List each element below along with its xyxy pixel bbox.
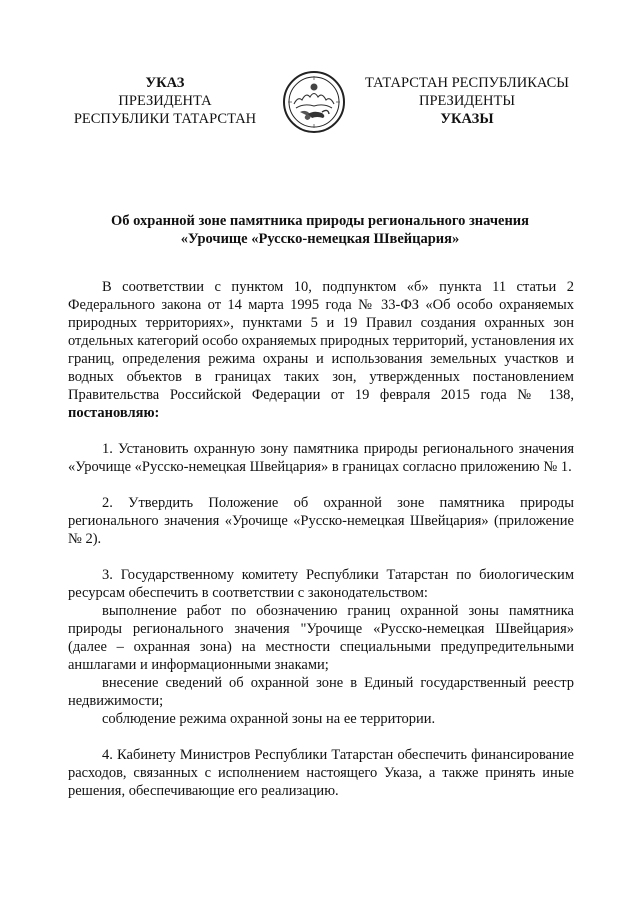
decree-word: постановляю: [68, 405, 160, 421]
header-left-line-2: ПРЕЗИДЕНТА [118, 93, 212, 109]
header-right-line-1: ТАТАРСТАН РЕСПУБЛИКАСЫ [365, 75, 569, 91]
header-right-line-2: ПРЕЗИДЕНТЫ [418, 93, 516, 109]
item-1-paragraph: 1. Установить охранную зону памятника природы регионального значения «Урочище «Русско-немецкая Швейцария» в границах согласно приложению № 1. [68, 441, 574, 475]
document-body [68, 278, 574, 800]
item-3-subitem-c: соблюдение режима охранной зоны на ее территории. [102, 711, 436, 727]
item-3-subitem-b: внесение сведений об охранной зоне в Единый государственный реестр недвижимости; [68, 675, 574, 709]
title-line-1: Об охранной зоне памятника природы регионального значения [110, 213, 529, 229]
header-right-line-3: УКАЗЫ [440, 111, 494, 127]
coat-of-arms-emblem-icon [282, 70, 346, 134]
document-title [60, 212, 580, 248]
item-2-paragraph: 2. Утвердить Положение об охранной зоне памятника природы регионального значения «Урочище «Русско-немецкая Швейцария» (приложение № 2). [68, 495, 574, 547]
item-4-paragraph: 4. Кабинету Министров Республики Татарстан обеспечить финансирование расходов, связанных с исполнением настоящего Указа, а также принять иные решения, обеспечивающие его реализацию. [68, 747, 574, 799]
preamble-text: В соответствии с пунктом 10, подпунктом «б» пункта 11 статьи 2 Федерального закона от 14 марта 1995 года № 33-ФЗ «Об особо охраняемых природных территориях», пунктами 5 и 19 Правил создания охранных зон отдельных категорий особо охраняемых природных территорий, установления их границ, определения режима охраны и использования земельных участков и водных объектов в границах таких зон, утвержденных постановлением Правительства Российской Федерации от 19 февраля 2015 года № 138, [68, 279, 575, 403]
document-header [0, 70, 640, 140]
preamble-paragraph [68, 278, 574, 422]
item-3-intro-paragraph: 3. Государственному комитету Республики Татарстан по биологическим ресурсам обеспечить в соответствии с законодательством: [68, 567, 574, 601]
title-line-2: «Урочище «Русско-немецкая Швейцария» [180, 231, 460, 247]
item-3-subitem-a: выполнение работ по обозначению границ охранной зоны памятника природы регионального значения "Урочище «Русско-немецкая Швейцария» (далее – охранная зона) на местности специальными предупредительными аншлагами и информационными знаками; [68, 603, 574, 673]
header-russian [52, 74, 278, 128]
header-left-line-3: РЕСПУБЛИКИ ТАТАРСТАН [73, 111, 257, 127]
header-left-line-1: УКАЗ [145, 75, 185, 91]
header-tatar [356, 74, 578, 128]
